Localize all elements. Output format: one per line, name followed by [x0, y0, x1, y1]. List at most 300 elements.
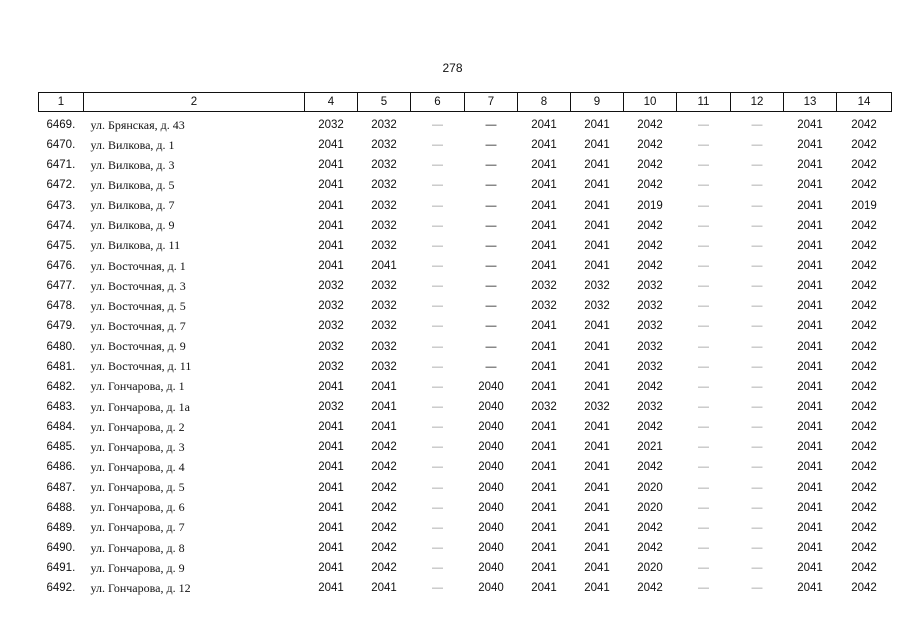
year-cell: 2032 [318, 340, 344, 353]
year-cell: — [751, 360, 763, 373]
year-cell: 2041 [531, 562, 557, 575]
year-cell: 2041 [584, 421, 610, 434]
year-cell: — [751, 159, 763, 172]
year-cell: 2041 [584, 562, 610, 575]
year-cell: — [432, 521, 443, 534]
year-cell: — [432, 360, 443, 373]
table-row [39, 417, 892, 437]
year-cell: — [751, 219, 763, 232]
year-cell: 2040 [478, 481, 504, 494]
year-cell: — [698, 481, 709, 494]
column-header: 14 [837, 93, 892, 112]
year-cell: 2032 [318, 360, 344, 373]
page-number: 278 [442, 61, 463, 75]
row-number-cell: 6478. [46, 300, 76, 313]
year-cell: 2041 [531, 179, 557, 192]
year-cell: 2042 [851, 380, 877, 393]
year-cell: 2042 [637, 239, 663, 252]
column-header: 1 [39, 93, 84, 112]
year-cell: 2032 [371, 159, 397, 172]
row-number-cell: 6480. [46, 340, 76, 353]
address-cell: ул. Вилкова, д. 9 [90, 218, 175, 233]
year-cell: 2032 [318, 320, 344, 333]
table-row [39, 216, 892, 236]
year-cell: 2032 [318, 401, 344, 414]
row-number-cell: 6474. [46, 219, 76, 232]
year-cell: — [432, 320, 443, 333]
year-cell: 2042 [851, 501, 877, 514]
year-cell: 2041 [531, 542, 557, 555]
year-cell: — [485, 320, 497, 333]
address-cell: ул. Гончарова, д. 1 [90, 379, 185, 394]
year-cell: 2040 [478, 562, 504, 575]
year-cell: 2032 [637, 340, 663, 353]
year-cell: — [751, 501, 763, 514]
year-cell: 2042 [371, 542, 397, 555]
address-cell: ул. Гончарова, д. 4 [90, 459, 185, 474]
year-cell: 2042 [371, 562, 397, 575]
year-cell: 2042 [851, 179, 877, 192]
row-number-cell: 6477. [46, 280, 76, 293]
year-cell: 2042 [371, 521, 397, 534]
year-cell: — [432, 380, 443, 393]
year-cell: — [485, 159, 497, 172]
year-cell: — [432, 239, 443, 252]
table-row [39, 337, 892, 357]
year-cell: 2042 [851, 481, 877, 494]
year-cell: 2032 [371, 119, 397, 132]
year-cell: 2032 [371, 320, 397, 333]
year-cell: 2041 [797, 461, 823, 474]
year-cell: — [698, 119, 709, 132]
year-cell: — [485, 219, 497, 232]
year-cell: 2041 [584, 481, 610, 494]
year-cell: 2032 [637, 320, 663, 333]
year-cell: — [751, 380, 763, 393]
year-cell: 2041 [797, 542, 823, 555]
year-cell: 2040 [478, 582, 504, 595]
year-cell: 2032 [371, 219, 397, 232]
year-cell: — [751, 300, 763, 313]
year-cell: 2042 [851, 360, 877, 373]
address-cell: ул. Гончарова, д. 5 [90, 480, 185, 495]
year-cell: 2042 [637, 582, 663, 595]
year-cell: — [485, 239, 497, 252]
column-header: 2 [84, 93, 305, 112]
year-cell: 2041 [584, 360, 610, 373]
year-cell: — [698, 501, 709, 514]
year-cell: 2042 [851, 340, 877, 353]
year-cell: — [698, 300, 709, 313]
year-cell: 2032 [637, 300, 663, 313]
header-row [39, 93, 892, 112]
year-cell: 2042 [851, 119, 877, 132]
year-cell: 2041 [584, 119, 610, 132]
table-row [39, 316, 892, 336]
year-cell: 2041 [584, 159, 610, 172]
address-cell: ул. Вилкова, д. 11 [90, 238, 181, 253]
year-cell: — [698, 521, 709, 534]
year-cell: — [751, 280, 763, 293]
year-cell: 2041 [797, 199, 823, 212]
year-cell: — [751, 139, 763, 152]
year-cell: 2041 [318, 461, 344, 474]
year-cell: 2041 [318, 542, 344, 555]
year-cell: — [485, 119, 497, 132]
year-cell: 2041 [531, 380, 557, 393]
table-row [39, 457, 892, 477]
year-cell: 2042 [851, 562, 877, 575]
year-cell: 2041 [797, 239, 823, 252]
row-number-cell: 6486. [46, 461, 76, 474]
year-cell: — [485, 179, 497, 192]
year-cell: 2041 [584, 380, 610, 393]
year-cell: 2041 [318, 441, 344, 454]
year-cell: 2041 [318, 481, 344, 494]
row-number-cell: 6490. [46, 542, 76, 555]
year-cell: 2020 [637, 562, 663, 575]
year-cell: — [432, 340, 443, 353]
address-cell: ул. Восточная, д. 11 [90, 359, 192, 374]
year-cell: 2032 [371, 179, 397, 192]
year-cell: — [485, 280, 497, 293]
year-cell: 2041 [584, 521, 610, 534]
year-cell: 2019 [637, 199, 663, 212]
address-cell: ул. Вилкова, д. 3 [90, 157, 175, 172]
year-cell: — [698, 461, 709, 474]
row-number-cell: 6470. [46, 139, 76, 152]
year-cell: 2041 [584, 542, 610, 555]
year-cell: 2040 [478, 542, 504, 555]
row-number-cell: 6471. [46, 159, 76, 172]
year-cell: 2041 [797, 280, 823, 293]
year-cell: — [751, 119, 763, 132]
table-row [39, 175, 892, 195]
year-cell: 2041 [531, 501, 557, 514]
table-row [39, 478, 892, 498]
year-cell: 2041 [318, 562, 344, 575]
year-cell: 2032 [371, 139, 397, 152]
year-cell: — [432, 401, 443, 414]
row-number-cell: 6491. [46, 562, 76, 575]
table-row [39, 558, 892, 578]
year-cell: 2041 [584, 340, 610, 353]
column-header: 8 [518, 93, 571, 112]
year-cell: 2042 [851, 219, 877, 232]
table-row [39, 236, 892, 256]
year-cell: 2041 [797, 521, 823, 534]
year-cell: — [751, 461, 763, 474]
year-cell: — [751, 441, 763, 454]
table-row [39, 155, 892, 175]
year-cell: 2041 [797, 501, 823, 514]
year-cell: 2042 [851, 421, 877, 434]
year-cell: 2042 [851, 260, 877, 273]
address-cell: ул. Гончарова, д. 8 [90, 540, 185, 555]
year-cell: 2032 [318, 280, 344, 293]
year-cell: 2042 [637, 159, 663, 172]
year-cell: 2032 [584, 300, 610, 313]
year-cell: 2040 [478, 501, 504, 514]
table-row [39, 256, 892, 276]
address-cell: ул. Гончарова, д. 12 [90, 580, 191, 595]
row-number-cell: 6481. [46, 360, 76, 373]
year-cell: 2041 [371, 380, 397, 393]
year-cell: — [432, 582, 443, 595]
year-cell: 2040 [478, 441, 504, 454]
address-cell: ул. Вилкова, д. 1 [90, 137, 175, 152]
year-cell: 2019 [851, 199, 877, 212]
year-cell: 2042 [637, 521, 663, 534]
address-cell: ул. Гончарова, д. 1а [90, 399, 190, 414]
table-row [39, 377, 892, 397]
address-cell: ул. Восточная, д. 9 [90, 339, 186, 354]
year-cell: — [698, 239, 709, 252]
year-cell: — [751, 542, 763, 555]
year-cell: 2020 [637, 501, 663, 514]
address-cell: ул. Восточная, д. 1 [90, 258, 186, 273]
year-cell: 2041 [584, 441, 610, 454]
year-cell: 2041 [797, 340, 823, 353]
row-number-cell: 6476. [46, 260, 76, 273]
year-cell: — [698, 340, 709, 353]
year-cell: — [432, 199, 443, 212]
year-cell: — [432, 461, 443, 474]
year-cell: 2032 [637, 360, 663, 373]
column-header: 11 [677, 93, 731, 112]
row-number-cell: 6469. [46, 119, 76, 132]
year-cell: 2041 [531, 421, 557, 434]
year-cell: 2041 [797, 260, 823, 273]
year-cell: 2041 [531, 320, 557, 333]
year-cell: 2041 [584, 239, 610, 252]
year-cell: 2041 [584, 199, 610, 212]
address-cell: ул. Восточная, д. 7 [90, 318, 186, 333]
year-cell: 2041 [797, 380, 823, 393]
year-cell: — [432, 300, 443, 313]
year-cell: — [432, 280, 443, 293]
year-cell: — [432, 260, 443, 273]
table-row [39, 196, 892, 216]
year-cell: 2042 [637, 179, 663, 192]
year-cell: 2041 [318, 501, 344, 514]
year-cell: 2042 [371, 461, 397, 474]
row-number-cell: 6487. [46, 481, 76, 494]
year-cell: 2042 [851, 461, 877, 474]
year-cell: 2041 [797, 360, 823, 373]
year-cell: — [698, 421, 709, 434]
year-cell: — [485, 300, 497, 313]
row-number-cell: 6484. [46, 421, 76, 434]
year-cell: 2041 [584, 461, 610, 474]
year-cell: 2041 [318, 260, 344, 273]
year-cell: 2041 [371, 421, 397, 434]
year-cell: 2042 [637, 260, 663, 273]
year-cell: 2041 [584, 320, 610, 333]
year-cell: — [432, 139, 443, 152]
year-cell: 2032 [318, 119, 344, 132]
address-cell: ул. Гончарова, д. 2 [90, 419, 185, 434]
year-cell: 2040 [478, 380, 504, 393]
year-cell: 2021 [637, 441, 663, 454]
year-cell: 2042 [851, 542, 877, 555]
year-cell: 2041 [531, 239, 557, 252]
year-cell: 2042 [637, 139, 663, 152]
year-cell: — [751, 260, 763, 273]
row-number-cell: 6485. [46, 441, 76, 454]
year-cell: 2032 [531, 280, 557, 293]
year-cell: — [751, 199, 763, 212]
year-cell: — [698, 179, 709, 192]
year-cell: 2041 [531, 441, 557, 454]
column-header: 5 [358, 93, 411, 112]
year-cell: — [698, 320, 709, 333]
year-cell: 2041 [318, 179, 344, 192]
year-cell: — [698, 582, 709, 595]
column-header: 13 [784, 93, 837, 112]
year-cell: 2041 [318, 239, 344, 252]
year-cell: 2041 [371, 401, 397, 414]
year-cell: 2042 [637, 380, 663, 393]
column-header: 4 [305, 93, 358, 112]
year-cell: 2042 [637, 461, 663, 474]
row-number-cell: 6488. [46, 501, 76, 514]
year-cell: 2041 [318, 521, 344, 534]
year-cell: 2041 [584, 260, 610, 273]
year-cell: — [751, 320, 763, 333]
column-header: 9 [571, 93, 624, 112]
year-cell: 2042 [851, 280, 877, 293]
year-cell: 2032 [531, 300, 557, 313]
year-cell: 2040 [478, 401, 504, 414]
year-cell: — [751, 401, 763, 414]
year-cell: 2041 [531, 481, 557, 494]
year-cell: 2042 [637, 542, 663, 555]
address-cell: ул. Гончарова, д. 7 [90, 520, 185, 535]
year-cell: — [751, 179, 763, 192]
row-number-cell: 6479. [46, 320, 76, 333]
year-cell: — [485, 260, 497, 273]
year-cell: 2041 [531, 199, 557, 212]
year-cell: 2042 [851, 320, 877, 333]
year-cell: — [698, 360, 709, 373]
year-cell: 2020 [637, 481, 663, 494]
year-cell: — [698, 139, 709, 152]
year-cell: — [432, 481, 443, 494]
year-cell: 2041 [531, 340, 557, 353]
year-cell: 2041 [584, 179, 610, 192]
table-row [39, 437, 892, 457]
year-cell: 2032 [371, 340, 397, 353]
row-number-cell: 6473. [46, 199, 76, 212]
row-number-cell: 6492. [46, 582, 76, 595]
year-cell: 2041 [584, 501, 610, 514]
year-cell: 2042 [851, 139, 877, 152]
column-header: 12 [731, 93, 784, 112]
year-cell: 2042 [371, 481, 397, 494]
address-cell: ул. Вилкова, д. 5 [90, 177, 175, 192]
year-cell: 2032 [371, 199, 397, 212]
year-cell: 2032 [371, 300, 397, 313]
address-cell: ул. Гончарова, д. 6 [90, 500, 185, 515]
year-cell: — [751, 481, 763, 494]
table-row [39, 518, 892, 538]
year-cell: 2032 [637, 401, 663, 414]
column-header: 6 [411, 93, 465, 112]
year-cell: 2040 [478, 521, 504, 534]
year-cell: 2041 [318, 380, 344, 393]
year-cell: — [751, 340, 763, 353]
year-cell: 2042 [851, 441, 877, 454]
year-cell: 2041 [531, 521, 557, 534]
year-cell: 2032 [584, 401, 610, 414]
year-cell: 2041 [371, 260, 397, 273]
year-cell: 2041 [531, 219, 557, 232]
repair-schedule-table [38, 92, 892, 598]
address-cell: ул. Вилкова, д. 7 [90, 198, 175, 213]
row-number-cell: 6489. [46, 521, 76, 534]
year-cell: 2032 [371, 239, 397, 252]
year-cell: 2041 [797, 320, 823, 333]
year-cell: 2041 [531, 360, 557, 373]
year-cell: 2041 [797, 562, 823, 575]
year-cell: 2041 [797, 401, 823, 414]
year-cell: — [751, 562, 763, 575]
year-cell: 2042 [851, 582, 877, 595]
year-cell: — [432, 542, 443, 555]
row-number-cell: 6472. [46, 179, 76, 192]
year-cell: — [432, 441, 443, 454]
year-cell: 2041 [797, 421, 823, 434]
year-cell: 2041 [318, 139, 344, 152]
address-cell: ул. Восточная, д. 3 [90, 278, 186, 293]
year-cell: 2032 [371, 280, 397, 293]
year-cell: 2032 [371, 360, 397, 373]
table-row [39, 135, 892, 155]
table-body [39, 112, 892, 599]
year-cell: — [485, 199, 497, 212]
year-cell: — [485, 360, 497, 373]
year-cell: 2041 [318, 582, 344, 595]
row-number-cell: 6482. [46, 380, 76, 393]
table-row [39, 112, 892, 136]
year-cell: 2041 [797, 179, 823, 192]
year-cell: 2041 [797, 119, 823, 132]
row-number-cell: 6475. [46, 239, 76, 252]
year-cell: 2032 [584, 280, 610, 293]
year-cell: — [698, 380, 709, 393]
table-row [39, 397, 892, 417]
year-cell: 2042 [637, 421, 663, 434]
address-cell: ул. Восточная, д. 5 [90, 298, 186, 313]
year-cell: 2041 [584, 582, 610, 595]
year-cell: 2041 [531, 582, 557, 595]
year-cell: — [432, 159, 443, 172]
year-cell: 2040 [478, 421, 504, 434]
year-cell: 2041 [584, 139, 610, 152]
table-row [39, 538, 892, 558]
year-cell: 2032 [637, 280, 663, 293]
address-cell: ул. Брянская, д. 43 [90, 117, 185, 132]
year-cell: — [698, 542, 709, 555]
table-row [39, 578, 892, 598]
year-cell: 2041 [531, 159, 557, 172]
column-header: 10 [624, 93, 677, 112]
year-cell: 2041 [797, 481, 823, 494]
year-cell: 2041 [318, 219, 344, 232]
year-cell: 2041 [797, 159, 823, 172]
year-cell: — [485, 139, 497, 152]
